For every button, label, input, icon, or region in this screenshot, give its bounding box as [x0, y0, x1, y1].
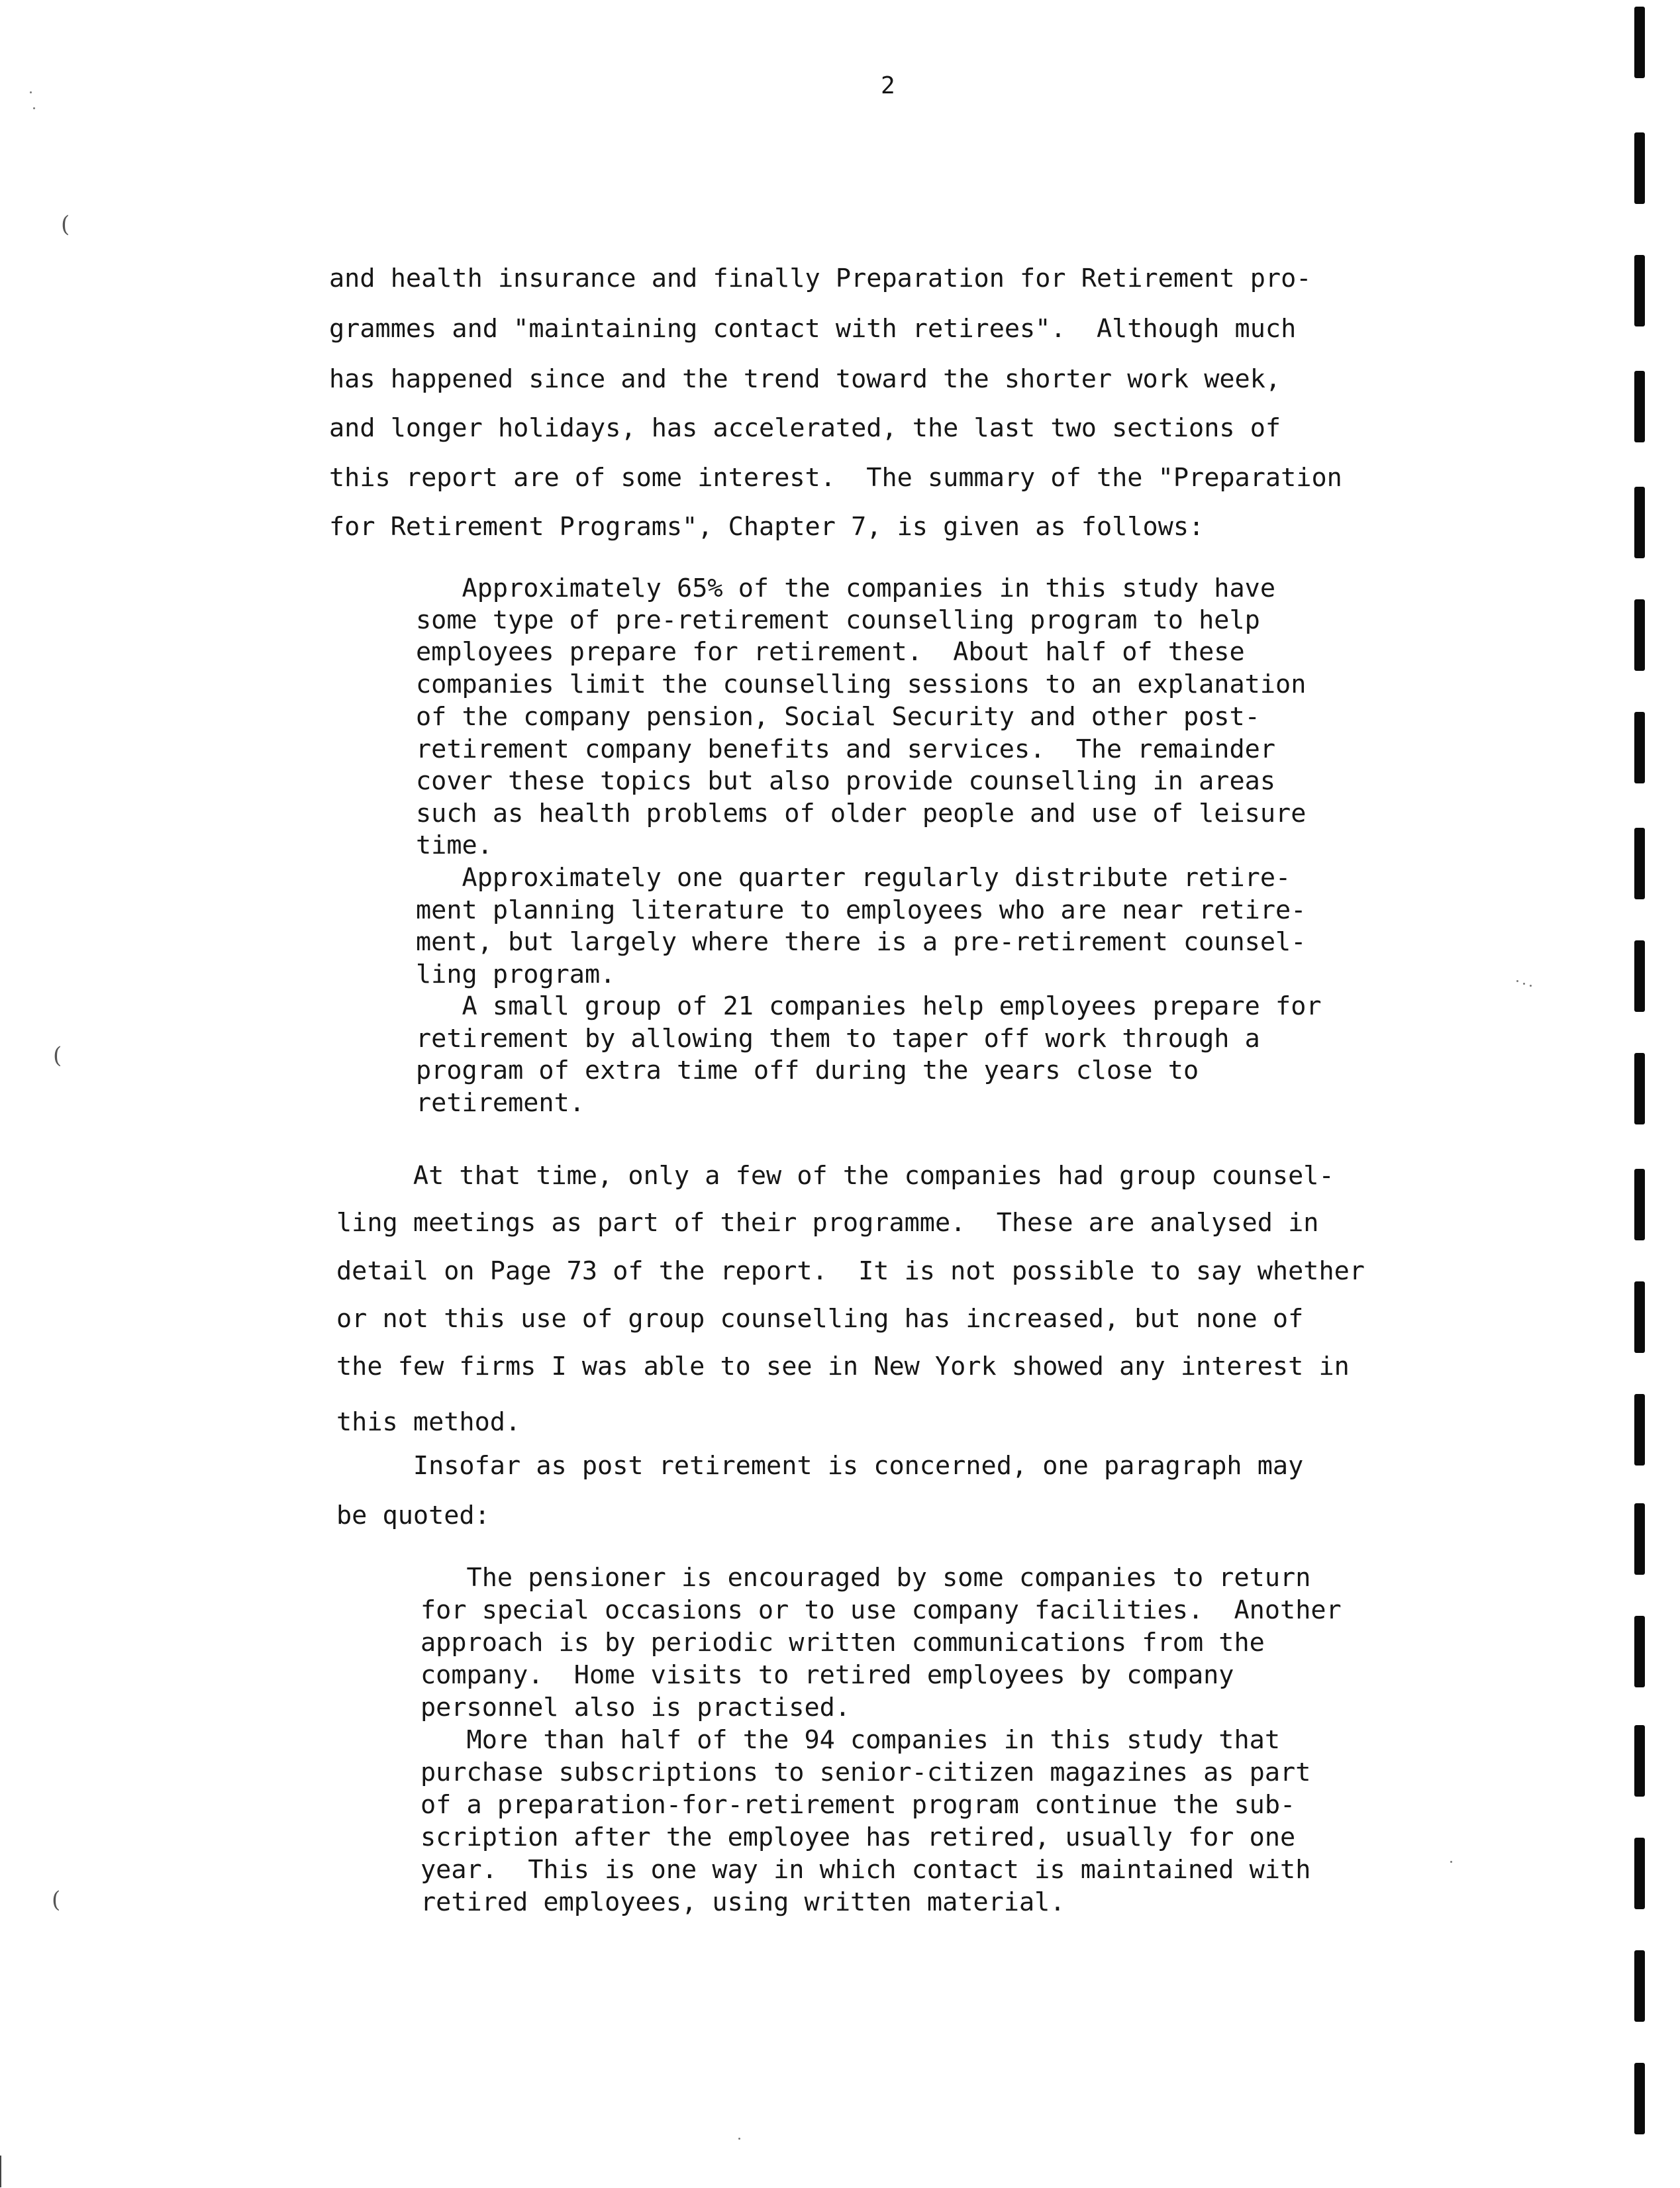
quote-line: time.	[416, 830, 493, 860]
quote-line: companies limit the counselling sessions to an explanation	[416, 670, 1307, 699]
registration-mark	[1634, 371, 1645, 442]
quote-line: purchase subscriptions to senior-citizen magazines as part	[420, 1758, 1311, 1787]
quote-line: retirement.	[416, 1088, 585, 1118]
registration-mark	[1634, 1616, 1645, 1687]
quote-line: of the company pension, Social Security and other post-	[416, 702, 1260, 732]
quote-line: year. This is one way in which contact is maintained with	[420, 1855, 1311, 1885]
quote-line: personnel also is practised.	[420, 1693, 851, 1722]
quote-line: Approximately 65% of the companies in this study have	[416, 573, 1276, 603]
scan-dot	[1450, 1861, 1452, 1863]
text-line: At that time, only a few of the companies had group counsel-	[336, 1161, 1334, 1191]
quote-line: A small group of 21 companies help employees prepare for	[416, 991, 1322, 1021]
text-line: ling meetings as part of their programme. These are analysed in	[336, 1208, 1319, 1238]
quote-line: company. Home visits to retired employees by company	[420, 1660, 1234, 1690]
scan-dot	[1516, 980, 1518, 982]
registration-mark	[1634, 255, 1645, 326]
registration-mark	[1634, 712, 1645, 783]
text-line: for Retirement Programs", Chapter 7, is given as follows:	[329, 512, 1205, 542]
page-number: 2	[881, 72, 895, 99]
registration-mark	[1634, 1394, 1645, 1466]
quote-line: scription after the employee has retired, usually for one	[420, 1822, 1296, 1852]
text-line: this method.	[336, 1407, 521, 1437]
quote-line: approach is by periodic written communications from the	[420, 1628, 1265, 1658]
quote-line: ment, but largely where there is a pre-retirement counsel-	[416, 927, 1307, 957]
quote-line: The pensioner is encouraged by some companies to return	[420, 1563, 1311, 1593]
quote-line: ment planning literature to employees who are near retire-	[416, 895, 1307, 925]
margin-speck: (	[61, 211, 70, 238]
quote-line: for special occasions or to use company facilities. Another	[420, 1595, 1342, 1625]
text-line: Insofar as post retirement is concerned, one paragraph may	[336, 1451, 1304, 1481]
registration-mark	[1634, 1725, 1645, 1797]
registration-mark	[1634, 599, 1645, 671]
text-line: be quoted:	[336, 1501, 490, 1530]
text-line: detail on Page 73 of the report. It is not possible to say whether	[336, 1256, 1365, 1286]
quote-line: retired employees, using written material.	[420, 1887, 1065, 1917]
quote-line: Approximately one quarter regularly distribute retire-	[416, 863, 1291, 893]
text-line: grammes and "maintaining contact with retirees". Although much	[329, 314, 1297, 344]
registration-mark	[1634, 1950, 1645, 2022]
text-line: or not this use of group counselling has increased, but none of	[336, 1304, 1304, 1334]
quote-line: such as health problems of older people and use of leisure	[416, 799, 1307, 828]
registration-mark	[1634, 1838, 1645, 1909]
scan-edge	[0, 2156, 1, 2187]
quote-line: of a preparation-for-retirement program continue the sub-	[420, 1790, 1296, 1820]
registration-mark	[1634, 2063, 1645, 2134]
registration-mark	[1634, 1169, 1645, 1240]
scan-dot	[30, 91, 32, 93]
registration-mark	[1634, 487, 1645, 558]
registration-mark	[1634, 7, 1645, 78]
quote-line: program of extra time off during the years close to	[416, 1056, 1199, 1085]
text-line: and health insurance and finally Preparation for Retirement pro-	[329, 264, 1312, 293]
quote-line: some type of pre-retirement counselling program to help	[416, 605, 1260, 635]
registration-mark	[1634, 940, 1645, 1012]
quote-line: employees prepare for retirement. About half of these	[416, 637, 1245, 667]
quote-line: cover these topics but also provide counselling in areas	[416, 766, 1276, 796]
scan-dot	[33, 107, 35, 109]
quote-line: retirement by allowing them to taper off work through a	[416, 1024, 1260, 1054]
scan-dot	[738, 2138, 740, 2140]
registration-mark	[1634, 1281, 1645, 1353]
text-line: this report are of some interest. The summary of the "Preparation	[329, 463, 1342, 493]
margin-speck: (	[53, 1042, 62, 1069]
margin-speck: (	[52, 1887, 61, 1913]
quote-line: More than half of the 94 companies in this study that	[420, 1725, 1281, 1755]
text-line: and longer holidays, has accelerated, the last two sections of	[329, 413, 1281, 443]
quote-line: ling program.	[416, 960, 616, 989]
registration-mark	[1634, 828, 1645, 899]
scan-dot	[1530, 985, 1532, 987]
text-line: has happened since and the trend toward the shorter work week,	[329, 364, 1281, 394]
text-line: the few firms I was able to see in New York showed any interest in	[336, 1352, 1350, 1381]
registration-mark	[1634, 1503, 1645, 1575]
registration-mark	[1634, 1053, 1645, 1124]
quote-line: retirement company benefits and services. The remainder	[416, 734, 1276, 764]
scan-dot	[1523, 983, 1525, 985]
registration-mark	[1634, 132, 1645, 204]
